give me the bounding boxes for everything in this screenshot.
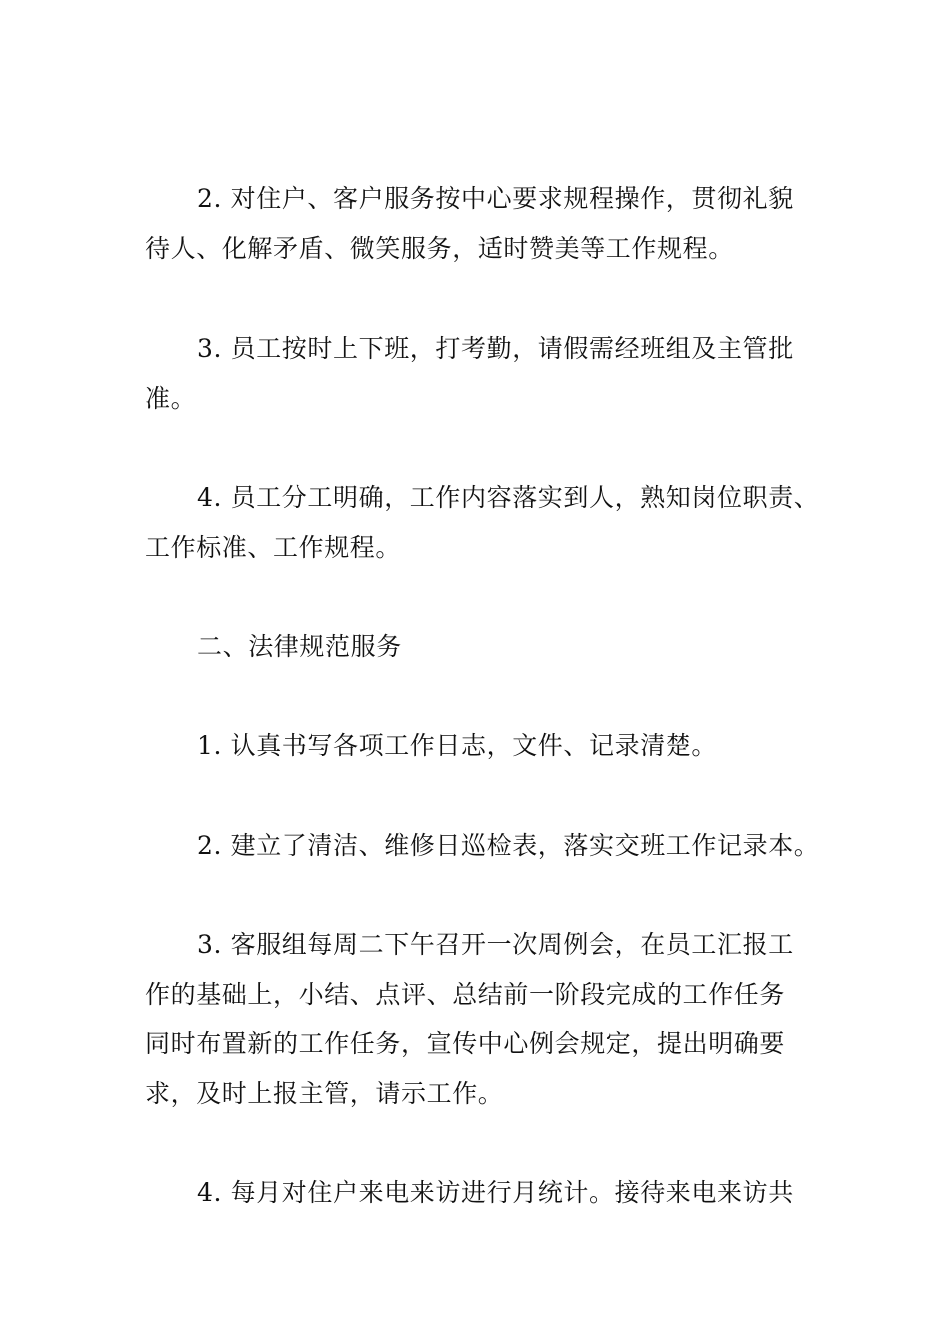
paragraph-line: 2. 建立了清洁、维修日巡检表，落实交班工作记录本。 [197,831,820,860]
heading-line: 二、法律规范服务 [197,632,402,661]
paragraph-line: 4. 员工分工明确，工作内容落实到人，熟知岗位职责、 [197,483,820,512]
paragraph-line: 3. 员工按时上下班，打考勤，请假需经班组及主管批 [197,334,794,363]
paragraph-line: 1. 认真书写各项工作日志，文件、记录清楚。 [197,731,718,760]
paragraph-line: 3. 客服组每周二下午召开一次周例会，在员工汇报工 [197,930,794,959]
paragraph-line: 作的基础上，小结、点评、总结前一阶段完成的工作任务 [145,980,786,1009]
paragraph-line: 同时布置新的工作任务，宣传中心例会规定，提出明确要 [145,1029,786,1058]
paragraph-line: 2. 对住户、客户服务按中心要求规程操作，贯彻礼貌 [197,184,794,213]
paragraph-line: 工作标准、工作规程。 [145,533,402,562]
paragraph-line: 准。 [145,384,197,413]
paragraph-line: 待人、化解矛盾、微笑服务，适时赞美等工作规程。 [145,234,734,263]
paragraph-line: 求，及时上报主管，请示工作。 [145,1079,504,1108]
paragraph-line: 4. 每月对住户来电来访进行月统计。接待来电来访共 [197,1178,794,1207]
